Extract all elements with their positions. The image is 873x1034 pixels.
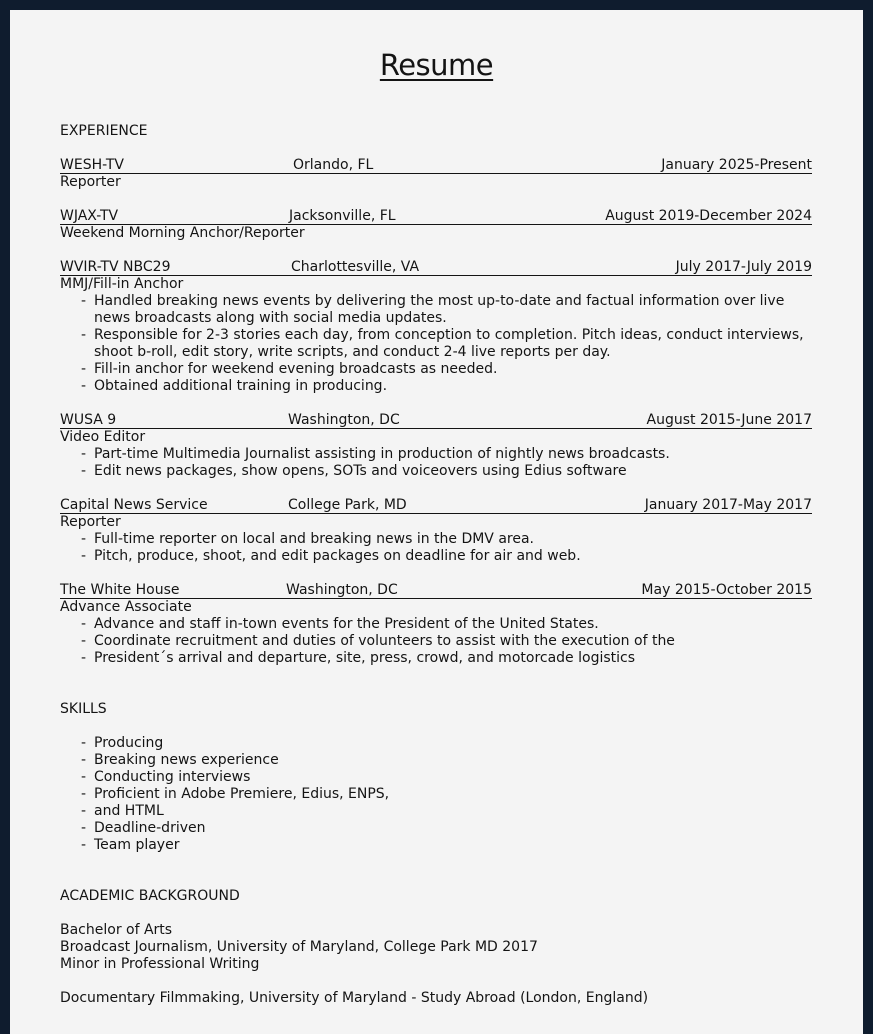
- job-dates: August 2015-June 2017: [646, 412, 812, 428]
- skills-list: [60, 735, 812, 854]
- skill-item: - and HTML: [60, 803, 812, 820]
- job-bullet: - Part-time Multimedia Journalist assisting in production of nightly news broadcasts.: [60, 446, 812, 463]
- job-bullet: - Fill-in anchor for weekend evening broadcasts as needed.: [60, 361, 812, 378]
- job-entry: [60, 412, 812, 480]
- job-organization: Capital News Service: [60, 497, 208, 513]
- skill-item: - Breaking news experience: [60, 752, 812, 769]
- job-dates: May 2015-October 2015: [641, 582, 812, 598]
- job-bullets: [60, 531, 812, 565]
- job-header-row: [60, 582, 812, 599]
- job-role: MMJ/Fill-in Anchor: [60, 276, 184, 292]
- job-bullets: [60, 293, 812, 395]
- degree-line: Bachelor of Arts: [60, 922, 173, 938]
- job-bullets: [60, 616, 812, 667]
- resume-content: [60, 123, 812, 1007]
- job-dates: January 2017-May 2017: [644, 497, 812, 513]
- degree-line: Minor in Professional Writing: [60, 956, 260, 972]
- job-location: Orlando, FL: [293, 157, 374, 173]
- job-location: Washington, DC: [286, 582, 398, 598]
- job-entry: [60, 582, 812, 667]
- resume-page: [10, 10, 863, 1034]
- degree-line: Broadcast Journalism, University of Maryland, College Park MD 2017: [60, 939, 538, 955]
- skill-item: - Team player: [60, 837, 812, 854]
- job-location: Washington, DC: [288, 412, 400, 428]
- job-location: College Park, MD: [288, 497, 407, 513]
- job-header-row: [60, 259, 812, 276]
- academic-heading: ACADEMIC BACKGROUND: [60, 888, 240, 904]
- job-bullet: - Full-time reporter on local and breaking news in the DMV area.: [60, 531, 812, 548]
- job-role: Reporter: [60, 174, 121, 190]
- job-bullet: - Pitch, produce, shoot, and edit packages on deadline for air and web.: [60, 548, 812, 565]
- skill-item: - Deadline-driven: [60, 820, 812, 837]
- job-dates: January 2025-Present: [661, 157, 812, 173]
- job-bullet: - President´s arrival and departure, site, press, crowd, and motorcade logistics: [60, 650, 812, 667]
- job-bullet: - Responsible for 2-3 stories each day, from conception to completion. Pitch ideas, conduct interviews, shoot b-roll, edit story, write scripts, and conduct 2-4 live reports per day.: [60, 327, 812, 361]
- experience-list: [60, 157, 812, 667]
- skills-heading: SKILLS: [60, 701, 107, 717]
- job-header-row: [60, 157, 812, 174]
- job-role: Advance Associate: [60, 599, 192, 615]
- job-organization: WVIR-TV NBC29: [60, 259, 171, 275]
- job-location: Charlottesville, VA: [291, 259, 420, 275]
- job-entry: [60, 259, 812, 395]
- job-organization: WJAX-TV: [60, 208, 119, 224]
- job-bullet: - Advance and staff in-town events for the President of the United States.: [60, 616, 812, 633]
- job-bullet: - Handled breaking news events by delivering the most up-to-date and factual information over live news broadcasts along with social media updates.: [60, 293, 812, 327]
- job-bullet: - Coordinate recruitment and duties of volunteers to assist with the execution of the: [60, 633, 812, 650]
- job-dates: August 2019-December 2024: [605, 208, 812, 224]
- page-title: Resume: [379, 48, 494, 82]
- skill-item: - Producing: [60, 735, 812, 752]
- job-organization: WESH-TV: [60, 157, 124, 173]
- job-bullet: - Edit news packages, show opens, SOTs and voiceovers using Edius software: [60, 463, 812, 480]
- skill-item: - Proficient in Adobe Premiere, Edius, ENPS,: [60, 786, 812, 803]
- job-header-row: [60, 208, 812, 225]
- experience-heading: EXPERIENCE: [60, 123, 148, 139]
- job-organization: The White House: [60, 582, 180, 598]
- job-role: Video Editor: [60, 429, 146, 445]
- skill-item: - Conducting interviews: [60, 769, 812, 786]
- job-bullet: - Obtained additional training in producing.: [60, 378, 812, 395]
- job-header-row: [60, 497, 812, 514]
- study-abroad-line: Documentary Filmmaking, University of Maryland - Study Abroad (London, England): [60, 990, 649, 1006]
- job-location: Jacksonville, FL: [289, 208, 396, 224]
- job-organization: WUSA 9: [60, 412, 117, 428]
- job-dates: July 2017-July 2019: [675, 259, 812, 275]
- job-header-row: [60, 412, 812, 429]
- job-role: Weekend Morning Anchor/Reporter: [60, 225, 305, 241]
- job-entry: [60, 157, 812, 191]
- job-bullets: [60, 446, 812, 480]
- job-entry: [60, 497, 812, 565]
- job-role: Reporter: [60, 514, 121, 530]
- job-entry: [60, 208, 812, 242]
